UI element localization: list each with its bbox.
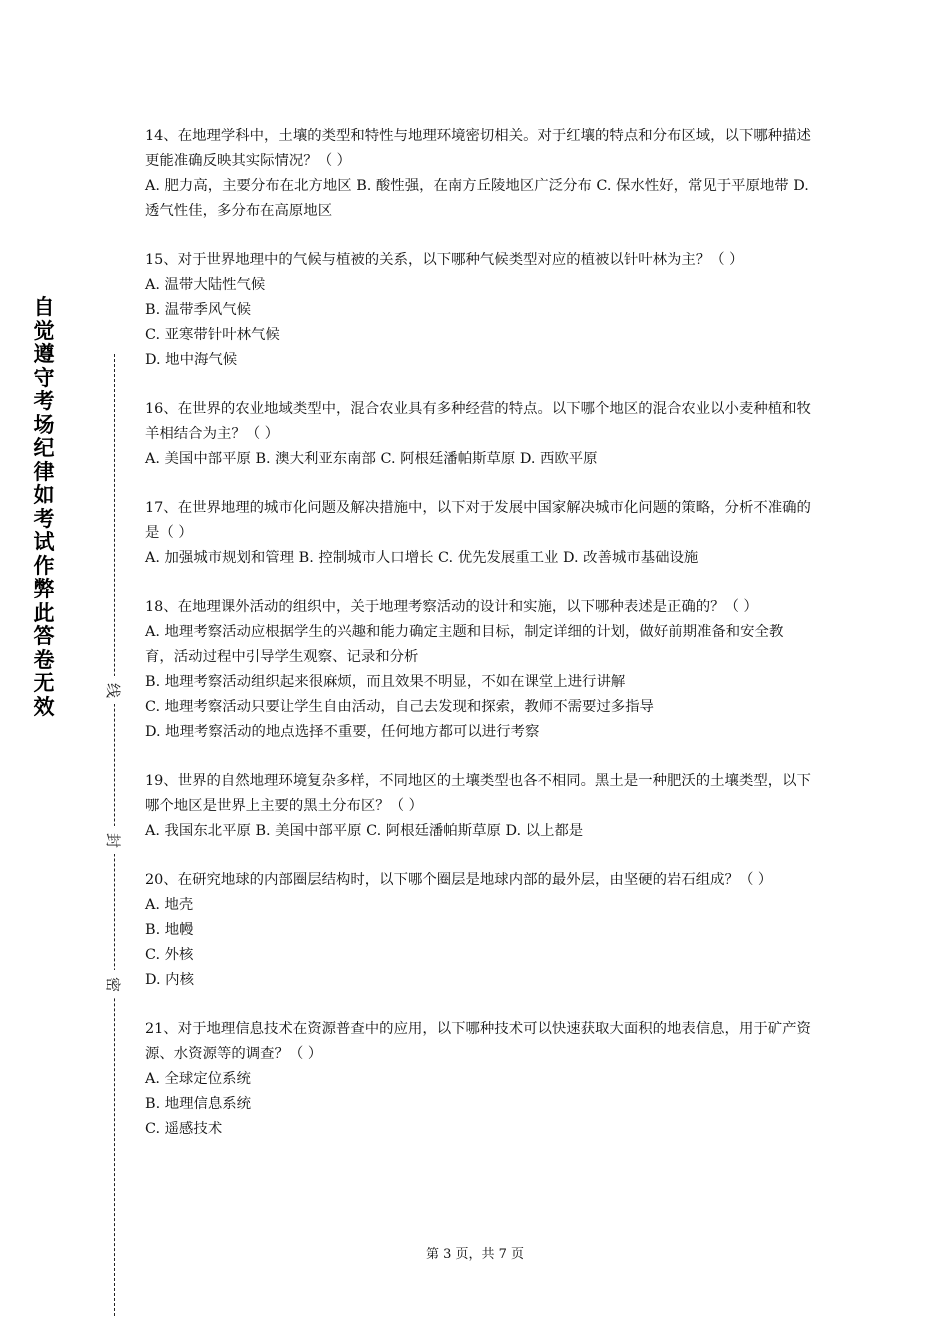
question-options: A. 美国中部平原 B. 澳大利亚东南部 C. 阿根廷潘帕斯草原 D. 西欧平原 <box>145 451 598 467</box>
question-stem: 21、对于地理信息技术在资源普查中的应用，以下哪种技术可以快速获取大面积的地表信息，用于矿产资源、水资源等的调查？（ ） <box>145 1021 811 1062</box>
option-b: B. 地幔 <box>145 922 194 938</box>
question-18 <box>145 595 811 745</box>
question-options: A. 我国东北平原 B. 美国中部平原 C. 阿根廷潘帕斯草原 D. 以上都是 <box>145 823 584 839</box>
option-a: A. 全球定位系统 <box>145 1071 251 1087</box>
question-14 <box>145 124 811 224</box>
option-c: C. 亚寒带针叶林气候 <box>145 327 280 343</box>
question-stem: 17、在世界地理的城市化问题及解决措施中，以下对于发展中国家解决城市化问题的策略，分析不准确的是（ ） <box>145 500 811 541</box>
option-a: A. 温带大陆性气候 <box>145 277 266 293</box>
option-b: B. 地理考察活动组织起来很麻烦，而且效果不明显，不如在课堂上进行讲解 <box>145 674 626 690</box>
question-16 <box>145 397 811 472</box>
option-d: D. 地理考察活动的地点选择不重要，任何地方都可以进行考察 <box>145 724 540 740</box>
question-options: A. 加强城市规划和管理 B. 控制城市人口增长 C. 优先发展重工业 D. 改善城市基础设施 <box>145 550 699 566</box>
question-21 <box>145 1017 811 1142</box>
binding-mark-xian: 线 <box>103 676 125 704</box>
question-stem: 19、世界的自然地理环境复杂多样，不同地区的土壤类型也各不相同。黑土是一种肥沃的土壤类型，以下哪个地区是世界上主要的黑土分布区？（ ） <box>145 773 811 814</box>
question-options: A. 肥力高，主要分布在北方地区 B. 酸性强，在南方丘陵地区广泛分布 C. 保水性好，常见于平原地带 D. 透气性佳，多分布在高原地区 <box>145 178 809 219</box>
page-number: 第 3 页，共 7 页 <box>425 1247 525 1262</box>
option-d: D. 地中海气候 <box>145 352 238 368</box>
question-17 <box>145 496 811 571</box>
question-stem: 18、在地理课外活动的组织中，关于地理考察活动的设计和实施，以下哪种表述是正确的？（ ） <box>145 599 758 615</box>
option-b: B. 地理信息系统 <box>145 1096 252 1112</box>
exam-discipline-notice: 自觉遵守考场纪律如考试作弊此答卷无效 <box>33 295 55 719</box>
option-b: B. 温带季风气候 <box>145 302 252 318</box>
question-20 <box>145 868 811 993</box>
option-d: D. 内核 <box>145 972 194 988</box>
question-19 <box>145 769 811 844</box>
question-stem: 15、对于世界地理中的气候与植被的关系，以下哪种气候类型对应的植被以针叶林为主？（ ） <box>145 252 744 268</box>
option-a: A. 地壳 <box>145 897 194 913</box>
question-15 <box>145 248 811 373</box>
option-c: C. 外核 <box>145 947 194 963</box>
option-c: C. 遥感技术 <box>145 1121 223 1137</box>
option-a: A. 地理考察活动应根据学生的兴趣和能力确定主题和目标，制定详细的计划，做好前期准备和安全教育，活动过程中引导学生观察、记录和分析 <box>145 624 784 665</box>
question-list <box>145 124 811 1166</box>
question-stem: 20、在研究地球的内部圈层结构时，以下哪个圈层是地球内部的最外层，由坚硬的岩石组成？（ ） <box>145 872 773 888</box>
question-stem: 14、在地理学科中，土壤的类型和特性与地理环境密切相关。对于红壤的特点和分布区域，以下哪种描述更能准确反映其实际情况？（ ） <box>145 128 811 169</box>
binding-mark-mi: 密 <box>103 970 125 998</box>
option-c: C. 地理考察活动只要让学生自由活动，自己去发现和探索，教师不需要过多指导 <box>145 699 654 715</box>
question-stem: 16、在世界的农业地域类型中，混合农业具有多种经营的特点。以下哪个地区的混合农业以小麦种植和牧羊相结合为主？（ ） <box>145 401 811 442</box>
binding-mark-feng: 封 <box>103 826 125 854</box>
